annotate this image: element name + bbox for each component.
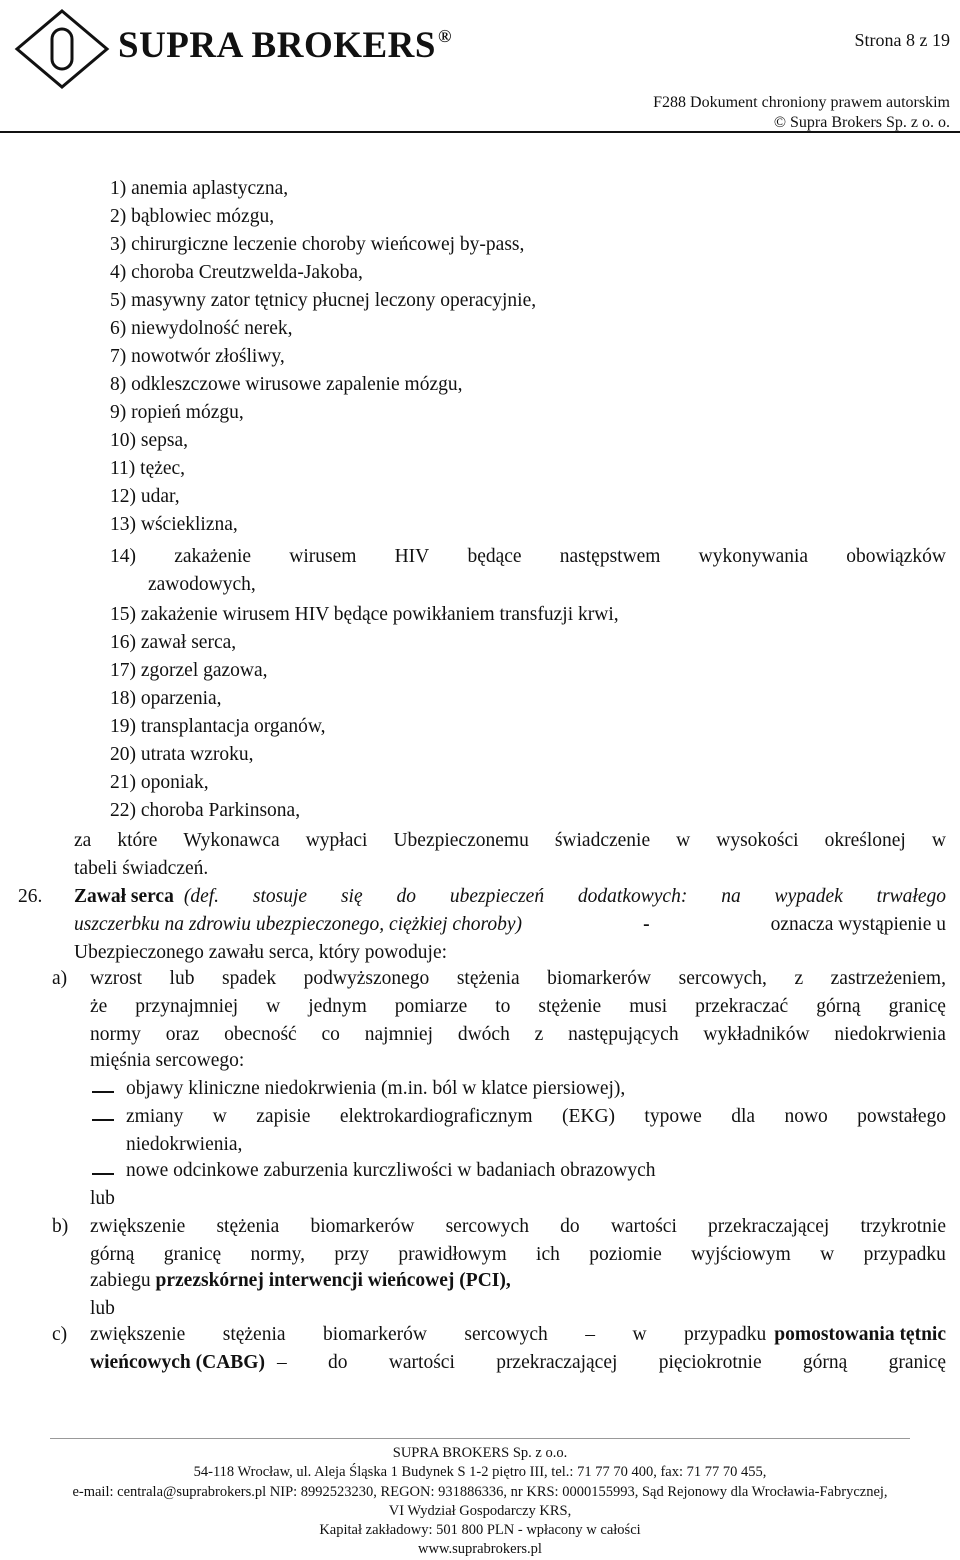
or-connector: lub: [90, 1188, 115, 1209]
list-item: 12) udar,: [110, 486, 180, 507]
bullet-item: zmiany w zapisie elektrokardiograficznym (EKG) typowe dla nowo powstałego: [126, 1106, 946, 1127]
list-item: 15) zakażenie wirusem HIV będące powikłaniem transfuzji krwi,: [110, 604, 619, 625]
section-title: Zawał serca: [74, 886, 174, 907]
footer-divider: [50, 1438, 910, 1439]
supra-brokers-logo: [14, 8, 110, 90]
footer: [0, 1444, 960, 1560]
footer-registration: e-mail: centrala@suprabrokers.pl NIP: 8992523230, REGON: 931886336, nr KRS: 0000155993, Sąd Rejonowy dla Wrocławia-Fabrycznej,: [72, 1483, 888, 1500]
definition-scope-line2: uszczerbku na zdrowiu ubezpieczonego, ciężkiej choroby): [74, 914, 523, 935]
item-b-line: zabiegu przezskórnej interwencji wieńcowej (PCI),: [90, 1270, 511, 1291]
item-b-line: górną granicę normy, przy prawidłowym ich poziomie wyjściowym w przypadku: [90, 1244, 946, 1265]
copyright-notice: © Supra Brokers Sp. z o. o.: [773, 114, 950, 131]
or-connector: lub: [90, 1298, 115, 1319]
bullet-item: objawy kliniczne niedokrwienia (m.in. ból w klatce piersiowej),: [126, 1078, 626, 1099]
list-item-continuation: zawodowych,: [148, 574, 256, 595]
definition-dash: -: [643, 914, 650, 935]
list-item: 2) bąblowiec mózgu,: [110, 206, 275, 227]
item-a-line: że przynajmniej w jednym pomiarze to stężenie musi przekraczać górną granicę: [90, 996, 946, 1017]
definition-text: oznacza wystąpienie u: [770, 914, 946, 935]
list-item: 19) transplantacja organów,: [110, 716, 326, 737]
list-item: 14) zakażenie wirusem HIV będące następstwem wykonywania obowiązków: [110, 546, 946, 567]
closing-sentence: za które Wykonawca wypłaci Ubezpieczonemu świadczenie w wysokości określonej w: [74, 830, 946, 851]
registered-mark: ®: [437, 26, 452, 46]
item-a-line: normy oraz obecność co najmniej dwóch z następujących wykładników niedokrwienia: [90, 1024, 946, 1045]
bullet-dash: [92, 1119, 114, 1121]
list-item: 20) utrata wzroku,: [110, 744, 254, 765]
footer-capital: Kapitał zakładowy: 501 800 PLN - wpłacony w całości: [319, 1522, 641, 1539]
brand-name: SUPRA BROKERS ®: [118, 25, 452, 66]
page-number: Strona 8 z 19: [854, 30, 950, 50]
list-item: 16) zawał serca,: [110, 632, 237, 653]
list-item: 11) tężec,: [110, 458, 186, 479]
list-item: 3) chirurgiczne leczenie choroby wieńcowej by-pass,: [110, 234, 525, 255]
item-a-line: wzrost lub spadek podwyższonego stężenia biomarkerów sercowych, z zastrzeżeniem,: [90, 968, 946, 989]
list-item: 13) wścieklizna,: [110, 514, 238, 535]
item-b-line: zwiększenie stężenia biomarkerów sercowych do wartości przekraczającej trzykrotnie: [90, 1216, 946, 1237]
item-c-line: zwiększenie stężenia biomarkerów sercowych – w przypadku pomostowania tętnic: [90, 1324, 946, 1345]
footer-court: VI Wydział Gospodarczy KRS,: [388, 1502, 572, 1519]
list-item: 1) anemia aplastyczna,: [110, 178, 289, 199]
item-b-label: b): [52, 1216, 69, 1237]
section-heading: [74, 886, 946, 908]
list-item: 6) niewydolność nerek,: [110, 318, 293, 339]
definition-line3: Ubezpieczonego zawału serca, który powoduje:: [74, 942, 448, 963]
item-c-line: wieńcowych (CABG) – do wartości przekraczającej pięciokrotnie górną granicę: [90, 1352, 946, 1373]
footer-company: SUPRA BROKERS Sp. z o.o.: [392, 1445, 568, 1461]
footer-address: 54-118 Wrocław, ul. Aleja Śląska 1 Budynek S 1-2 piętro III, tel.: 71 77 70 400, fax: 71 77 70 455,: [193, 1464, 767, 1481]
definition-line2: [74, 914, 946, 936]
cabg-term: pomostowania tętnic: [774, 1324, 946, 1345]
closing-sentence-end: tabeli świadczeń.: [74, 858, 209, 879]
bullet-dash: [92, 1091, 114, 1093]
bullet-item-continuation: niedokrwienia,: [126, 1134, 243, 1155]
list-item: 5) masywny zator tętnicy płucnej leczony operacyjnie,: [110, 290, 537, 311]
section-number: 26.: [18, 886, 43, 907]
list-item: 22) choroba Parkinsona,: [110, 800, 301, 821]
list-item: 8) odkleszczowe wirusowe zapalenie mózgu,: [110, 374, 463, 395]
list-item: 18) oparzenia,: [110, 688, 222, 709]
cabg-term: wieńcowych (CABG): [90, 1352, 265, 1373]
bullet-dash: [92, 1173, 114, 1175]
list-item: 21) oponiak,: [110, 772, 209, 793]
pci-term: przezskórnej interwencji wieńcowej (PCI),: [155, 1270, 511, 1291]
item-a-line: mięśnia sercowego:: [90, 1050, 245, 1071]
list-item: 4) choroba Creutzwelda-Jakoba,: [110, 262, 363, 283]
list-item: 17) zgorzel gazowa,: [110, 660, 268, 681]
item-a-label: a): [52, 968, 68, 989]
list-item: 7) nowotwór złośliwy,: [110, 346, 285, 367]
bullet-item: nowe odcinkowe zaburzenia kurczliwości w badaniach obrazowych: [126, 1160, 656, 1181]
item-c-label: c): [52, 1324, 68, 1345]
list-item: 9) ropień mózgu,: [110, 402, 244, 423]
definition-scope-line1: (def. stosuje się do ubezpieczeń dodatkowych: na wypadek trwałego: [183, 886, 946, 907]
document-id: F288 Dokument chroniony prawem autorskim: [653, 94, 950, 111]
list-item: 10) sepsa,: [110, 430, 188, 451]
header-divider: [0, 131, 960, 133]
footer-website: www.suprabrokers.pl: [418, 1541, 542, 1558]
